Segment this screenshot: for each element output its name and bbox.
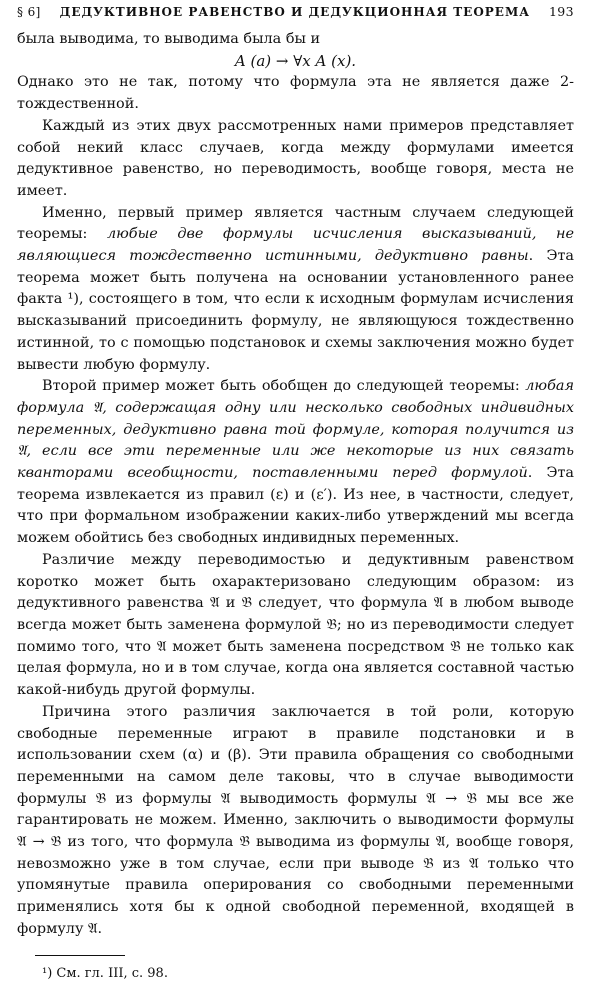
theorem-1-statement: любые две формулы исчисления высказываний, не являющиеся тождественно истинными, дедуктивно равны (17, 226, 574, 265)
paragraph-3-end: . Эта теорема может быть получена на основании установленного ранее факта ¹), состоящего в том, что если к исходным формулам исчисления высказываний присоединить формулу, не являющуюся тождественно истинной, то с помощью подстановок и схемы заключения можно будет вывести любую формулу. (17, 248, 575, 373)
formula-expression: A (a) → ∀x A (x). (234, 51, 357, 70)
page-body (17, 29, 574, 941)
paragraph-4-start: Второй пример может быть обобщен до следующей теоремы: (42, 378, 526, 395)
paragraph-4-end: . Эта теорема извлекается из правил (ε) и (ε′). Из нее, в частности, следует, что при формальном изображении каких-либо утверждений мы всегда можем обойтись без свободных индивидных переменных. (17, 465, 574, 547)
section-marker: § 6] (17, 5, 41, 19)
paragraph-6: Причина этого различия заключается в той роли, которую свободные переменные играют в правиле подстановки и в использовании схем (α) и (β). Эти правила обращения со свободными переменными на самом деле таковы, что в случае выводимости формулы 𝔅 из формулы 𝔄 выводимость формулы 𝔄 → 𝔅 мы все же гарантировать не можем. Именно, заключить о выводимости формулы 𝔄 → 𝔅 из того, что формула 𝔅 выводима из формулы 𝔄, вообще говоря, невозможно уже в том случае, если при выводе 𝔅 из 𝔄 только что упомянутые правила оперирования со свободными переменными применялись хотя бы к одной свободной переменной, входящей в формулу 𝔄. (17, 703, 574, 937)
paragraph-4 (17, 376, 574, 550)
continuation-line: была выводима, то выводима была бы и (17, 31, 321, 47)
footnote-divider (35, 955, 125, 956)
paragraph-3-start: Именно, первый пример является частным случаем следующей теоремы: (17, 204, 574, 243)
paragraph-5: Различие между переводимостью и дедуктивным равенством коротко может быть охарактеризовано следующим образом: из дедуктивного равенства 𝔄 и 𝔅 следует, что формула 𝔄 в любом выводе всегда может быть заменена формулой 𝔅; но из переводимости следует помимо того, что 𝔄 может быть заменена посредством 𝔅 не только как целая формула, но и в том случае, когда она является составной частью какой-нибудь другой формулы. (17, 551, 574, 699)
paragraph-3 (17, 203, 574, 377)
running-title: ДЕДУКТИВНОЕ РАВЕНСТВО И ДЕДУКЦИОННАЯ ТЕОРЕМА (59, 5, 531, 19)
page-header (17, 0, 574, 24)
footnote: ¹) См. гл. III, с. 98. (42, 965, 168, 981)
paragraph-2: Каждый из этих двух рассмотренных нами примеров представляет собой некий класс случаев, когда между формулами имеется дедуктивное равенство, но переводимость, вообще говоря, места не имеет. (17, 117, 574, 199)
page-number: 193 (548, 4, 574, 19)
formula (17, 51, 574, 73)
theorem-2-statement: любая формула 𝔄, содержащая одну или несколько свободных индивидных переменных, дедуктивно равна той формуле, которая получится из 𝔄, если все эти переменные или же некоторые из них связать кванторами всеобщности, поставленными перед формулой (17, 378, 574, 482)
paragraph-1: Однако это не так, потому что формула эта не является даже 2-тождественной. (17, 74, 574, 113)
